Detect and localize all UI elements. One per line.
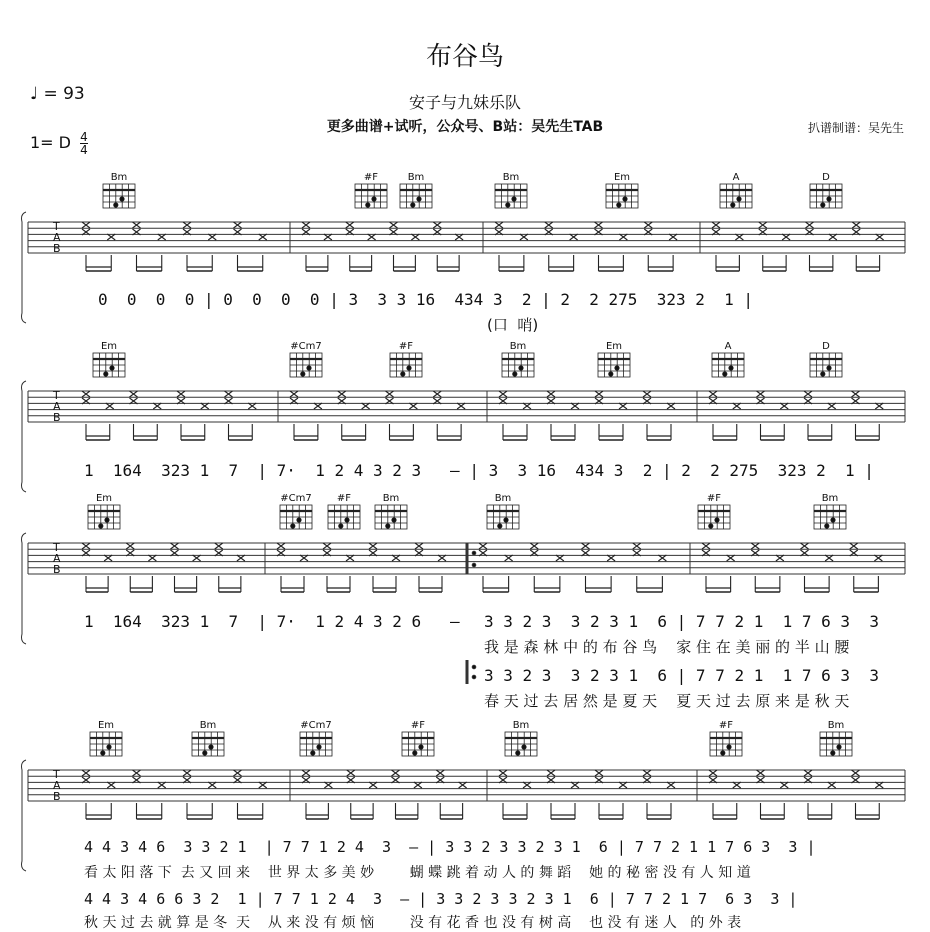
chord-name: #F xyxy=(363,172,379,183)
notation-line-3b: 3 3 2 3 3 2 3 1 6 | 7 7 2 1 1 7 6 3 3 xyxy=(484,612,879,631)
chord-finger-dot xyxy=(407,366,411,370)
chord-finger-dot xyxy=(609,372,613,376)
tab-clef-letter: T xyxy=(53,389,60,402)
strum-x-mark xyxy=(390,222,398,228)
chord-name: Bm xyxy=(494,493,512,504)
chord-finger-dot xyxy=(821,372,825,376)
strum-x-mark xyxy=(545,222,553,228)
chord-name: Bm xyxy=(821,493,839,504)
strum-x-mark xyxy=(709,770,717,776)
chord-name: A xyxy=(732,172,740,183)
chord-finger-dot xyxy=(516,751,520,755)
chord-finger-dot xyxy=(821,203,825,207)
chord-name: Em xyxy=(95,493,113,504)
strum-x-mark xyxy=(804,391,812,397)
chord-finger-dot xyxy=(372,197,376,201)
tab-clef-letter: B xyxy=(53,790,61,803)
strum-x-mark xyxy=(702,543,710,549)
chord-name: #Cm7 xyxy=(290,341,322,352)
strum-x-mark xyxy=(386,391,394,397)
strum-x-mark xyxy=(806,222,814,228)
strum-x-mark xyxy=(171,543,179,549)
strum-x-mark xyxy=(392,770,400,776)
strum-x-mark xyxy=(347,770,355,776)
strum-x-mark xyxy=(346,222,354,228)
notation-line-3c: 3 3 2 3 3 2 3 1 6 | 7 7 2 1 1 7 6 3 3 xyxy=(484,666,879,685)
chord-finger-dot xyxy=(419,745,423,749)
chord-finger-dot xyxy=(519,366,523,370)
strum-x-mark xyxy=(582,543,590,549)
strum-x-mark xyxy=(712,222,720,228)
strum-x-mark xyxy=(436,770,444,776)
chord-finger-dot xyxy=(723,372,727,376)
chord-name: Em xyxy=(97,720,115,731)
chord-name: #F xyxy=(410,720,426,731)
lyric-line-4b: 秋 天 过 去 就 算 是 冬 天 从 来 没 有 烦 恼 没 有 花 香 也 没 有 树 高 也 没 有 迷 人 的 外 表 xyxy=(84,915,742,931)
strum-x-mark xyxy=(495,222,503,228)
strum-x-mark xyxy=(759,222,767,228)
chord-finger-dot xyxy=(107,745,111,749)
chord-name: Bm xyxy=(407,172,425,183)
chord-finger-dot xyxy=(417,197,421,201)
promo-text: 更多曲谱+试听，公众号、B站：吴先生TAB xyxy=(326,119,604,135)
chord-finger-dot xyxy=(339,524,343,528)
strum-x-mark xyxy=(133,770,141,776)
lyric-line-4a: 看 太 阳 落 下 去 又 回 来 世 界 太 多 美 妙 蝴 蝶 跳 着 动 人 的 舞 蹈 她 的 秘 密 没 有 人 知 道 xyxy=(84,865,751,881)
strum-x-mark xyxy=(852,391,860,397)
chord-finger-dot xyxy=(110,366,114,370)
strum-x-mark xyxy=(433,391,441,397)
strum-x-mark xyxy=(801,543,809,549)
chord-finger-dot xyxy=(615,366,619,370)
strum-x-mark xyxy=(595,391,603,397)
repeat-dot xyxy=(472,665,476,669)
system-bracket xyxy=(22,533,27,644)
strum-x-mark xyxy=(595,770,603,776)
strum-x-mark xyxy=(82,391,90,397)
lyric-line-3c: 春 天 过 去 居 然 是 夏 天 夏 天 过 去 原 来 是 秋 天 xyxy=(484,692,850,710)
strum-x-mark xyxy=(302,770,310,776)
strum-x-mark xyxy=(751,543,759,549)
strum-x-mark xyxy=(234,222,242,228)
time-sig-top: 4 xyxy=(80,130,88,144)
chord-name: Bm xyxy=(199,720,217,731)
notation-line-1: 0 0 0 0 | 0 0 0 0 | 3 3 3 16 434 3 2 | 2 2 275 323 2 1 | xyxy=(98,290,754,309)
chord-finger-dot xyxy=(737,197,741,201)
chord-name: #F xyxy=(706,493,722,504)
chord-name: Bm xyxy=(512,720,530,731)
chord-finger-dot xyxy=(411,203,415,207)
strum-x-mark xyxy=(757,770,765,776)
chord-finger-dot xyxy=(715,518,719,522)
strum-x-mark xyxy=(215,543,223,549)
tab-clef-letter: A xyxy=(53,231,61,244)
chord-name: Bm xyxy=(827,720,845,731)
chord-finger-dot xyxy=(311,751,315,755)
chord-finger-dot xyxy=(386,524,390,528)
chord-finger-dot xyxy=(307,366,311,370)
chord-name: #F xyxy=(718,720,734,731)
tab-clef-letter: B xyxy=(53,242,61,255)
strum-x-mark xyxy=(82,543,90,549)
repeat-dot xyxy=(472,551,476,555)
strum-x-mark xyxy=(183,222,191,228)
strum-x-mark xyxy=(852,222,860,228)
transcriber-credit: 扒谱制谱：吴先生 xyxy=(807,121,904,135)
chord-name: Bm xyxy=(502,172,520,183)
system-bracket xyxy=(22,760,27,871)
quarter-note-icon: ♩ xyxy=(30,84,39,104)
chord-name: D xyxy=(822,341,830,352)
lyric-line-3b: 我 是 森 林 中 的 布 谷 鸟 家 住 在 美 丽 的 半 山 腰 xyxy=(484,638,850,656)
chord-finger-dot xyxy=(366,203,370,207)
chord-finger-dot xyxy=(513,372,517,376)
chord-finger-dot xyxy=(831,751,835,755)
chord-finger-dot xyxy=(99,524,103,528)
chord-finger-dot xyxy=(297,518,301,522)
chord-name: Em xyxy=(613,172,631,183)
chord-finger-dot xyxy=(709,524,713,528)
chord-finger-dot xyxy=(291,524,295,528)
chord-name: Em xyxy=(100,341,118,352)
chord-finger-dot xyxy=(729,366,733,370)
repeat-dot xyxy=(472,675,476,679)
chord-name: Em xyxy=(605,341,623,352)
strum-x-mark xyxy=(530,543,538,549)
chord-finger-dot xyxy=(104,372,108,376)
tab-clef-letter: B xyxy=(53,563,61,576)
key-value: 1= D xyxy=(30,133,71,152)
chord-finger-dot xyxy=(617,203,621,207)
chord-finger-dot xyxy=(101,751,105,755)
song-title: 布谷鸟 xyxy=(425,42,504,72)
chord-name: #F xyxy=(398,341,414,352)
strum-x-mark xyxy=(130,391,138,397)
chord-name: D xyxy=(822,172,830,183)
strum-x-mark xyxy=(709,391,717,397)
chord-name: Bm xyxy=(382,493,400,504)
chord-finger-dot xyxy=(837,745,841,749)
chord-name: Bm xyxy=(110,172,128,183)
chord-finger-dot xyxy=(623,197,627,201)
tab-clef-letter: A xyxy=(53,400,61,413)
strum-x-mark xyxy=(302,222,310,228)
chord-finger-dot xyxy=(114,203,118,207)
notation-line-2: 1 164 323 1 7 | 7· 1 2 4 3 2 3 — | 3 3 16 434 3 2 | 2 2 275 323 2 1 | xyxy=(84,461,874,480)
strum-x-mark xyxy=(82,222,90,228)
chord-finger-dot xyxy=(498,524,502,528)
tab-clef-letter: T xyxy=(53,541,60,554)
strum-x-mark xyxy=(595,222,603,228)
repeat-dot xyxy=(472,563,476,567)
chord-finger-dot xyxy=(522,745,526,749)
tab-clef-letter: T xyxy=(53,768,60,781)
strum-x-mark xyxy=(547,770,555,776)
chord-name: #F xyxy=(336,493,352,504)
notation-line-4a: 4 4 3 4 6 3 3 2 1 | 7 7 1 2 4 3 — | 3 3 2 3 3 2 3 1 6 | 7 7 2 1 1 7 6 3 3 | xyxy=(84,838,816,856)
notation-line-3a: 1 164 323 1 7 | 7· 1 2 4 3 2 6 — xyxy=(84,612,460,631)
chord-finger-dot xyxy=(401,372,405,376)
strum-x-mark xyxy=(290,391,298,397)
lyric-line-1: (口 哨) xyxy=(487,316,539,334)
strum-x-mark xyxy=(415,543,423,549)
chord-finger-dot xyxy=(209,745,213,749)
notation-line-4b: 4 4 3 4 6 6 3 2 1 | 7 7 1 2 4 3 — | 3 3 2 3 3 2 3 1 6 | 7 7 2 1 7 6 3 3 | xyxy=(84,890,798,908)
tab-clef-letter: A xyxy=(53,552,61,565)
strum-x-mark xyxy=(82,770,90,776)
strum-x-mark xyxy=(323,543,331,549)
strum-x-mark xyxy=(177,391,185,397)
strum-x-mark xyxy=(804,770,812,776)
tab-clef-letter: A xyxy=(53,779,61,792)
chord-finger-dot xyxy=(731,203,735,207)
chord-finger-dot xyxy=(827,366,831,370)
strum-x-mark xyxy=(643,770,651,776)
strum-x-mark xyxy=(852,770,860,776)
strum-x-mark xyxy=(338,391,346,397)
chord-name: #Cm7 xyxy=(280,493,312,504)
strum-x-mark xyxy=(499,770,507,776)
chord-finger-dot xyxy=(105,518,109,522)
chord-finger-dot xyxy=(120,197,124,201)
chord-finger-dot xyxy=(727,745,731,749)
chord-name: Bm xyxy=(509,341,527,352)
tempo-value: = 93 xyxy=(43,84,85,104)
strum-x-mark xyxy=(850,543,858,549)
strum-x-mark xyxy=(369,543,377,549)
strum-x-mark xyxy=(757,391,765,397)
strum-x-mark xyxy=(133,222,141,228)
strum-x-mark xyxy=(547,391,555,397)
strum-x-mark xyxy=(643,391,651,397)
chord-finger-dot xyxy=(413,751,417,755)
chord-name: A xyxy=(724,341,732,352)
chord-finger-dot xyxy=(203,751,207,755)
chord-finger-dot xyxy=(504,518,508,522)
artist-name: 安子与九妹乐队 xyxy=(408,93,521,112)
system-bracket xyxy=(22,381,27,492)
strum-x-mark xyxy=(479,543,487,549)
chord-finger-dot xyxy=(317,745,321,749)
chord-name: #Cm7 xyxy=(300,720,332,731)
chord-finger-dot xyxy=(721,751,725,755)
tab-clef-letter: B xyxy=(53,411,61,424)
strum-x-mark xyxy=(499,391,507,397)
strum-x-mark xyxy=(183,770,191,776)
strum-x-mark xyxy=(126,543,134,549)
chord-finger-dot xyxy=(392,518,396,522)
strum-x-mark xyxy=(225,391,233,397)
chord-finger-dot xyxy=(827,197,831,201)
strum-x-mark xyxy=(433,222,441,228)
chord-finger-dot xyxy=(512,197,516,201)
chord-finger-dot xyxy=(506,203,510,207)
strum-x-mark xyxy=(633,543,641,549)
chord-finger-dot xyxy=(831,518,835,522)
strum-x-mark xyxy=(277,543,285,549)
strum-x-mark xyxy=(644,222,652,228)
system-bracket xyxy=(22,212,27,323)
strum-x-mark xyxy=(234,770,242,776)
chord-finger-dot xyxy=(825,524,829,528)
chord-finger-dot xyxy=(301,372,305,376)
time-sig-bottom: 4 xyxy=(80,143,88,157)
chord-finger-dot xyxy=(345,518,349,522)
tab-clef-letter: T xyxy=(53,220,60,233)
